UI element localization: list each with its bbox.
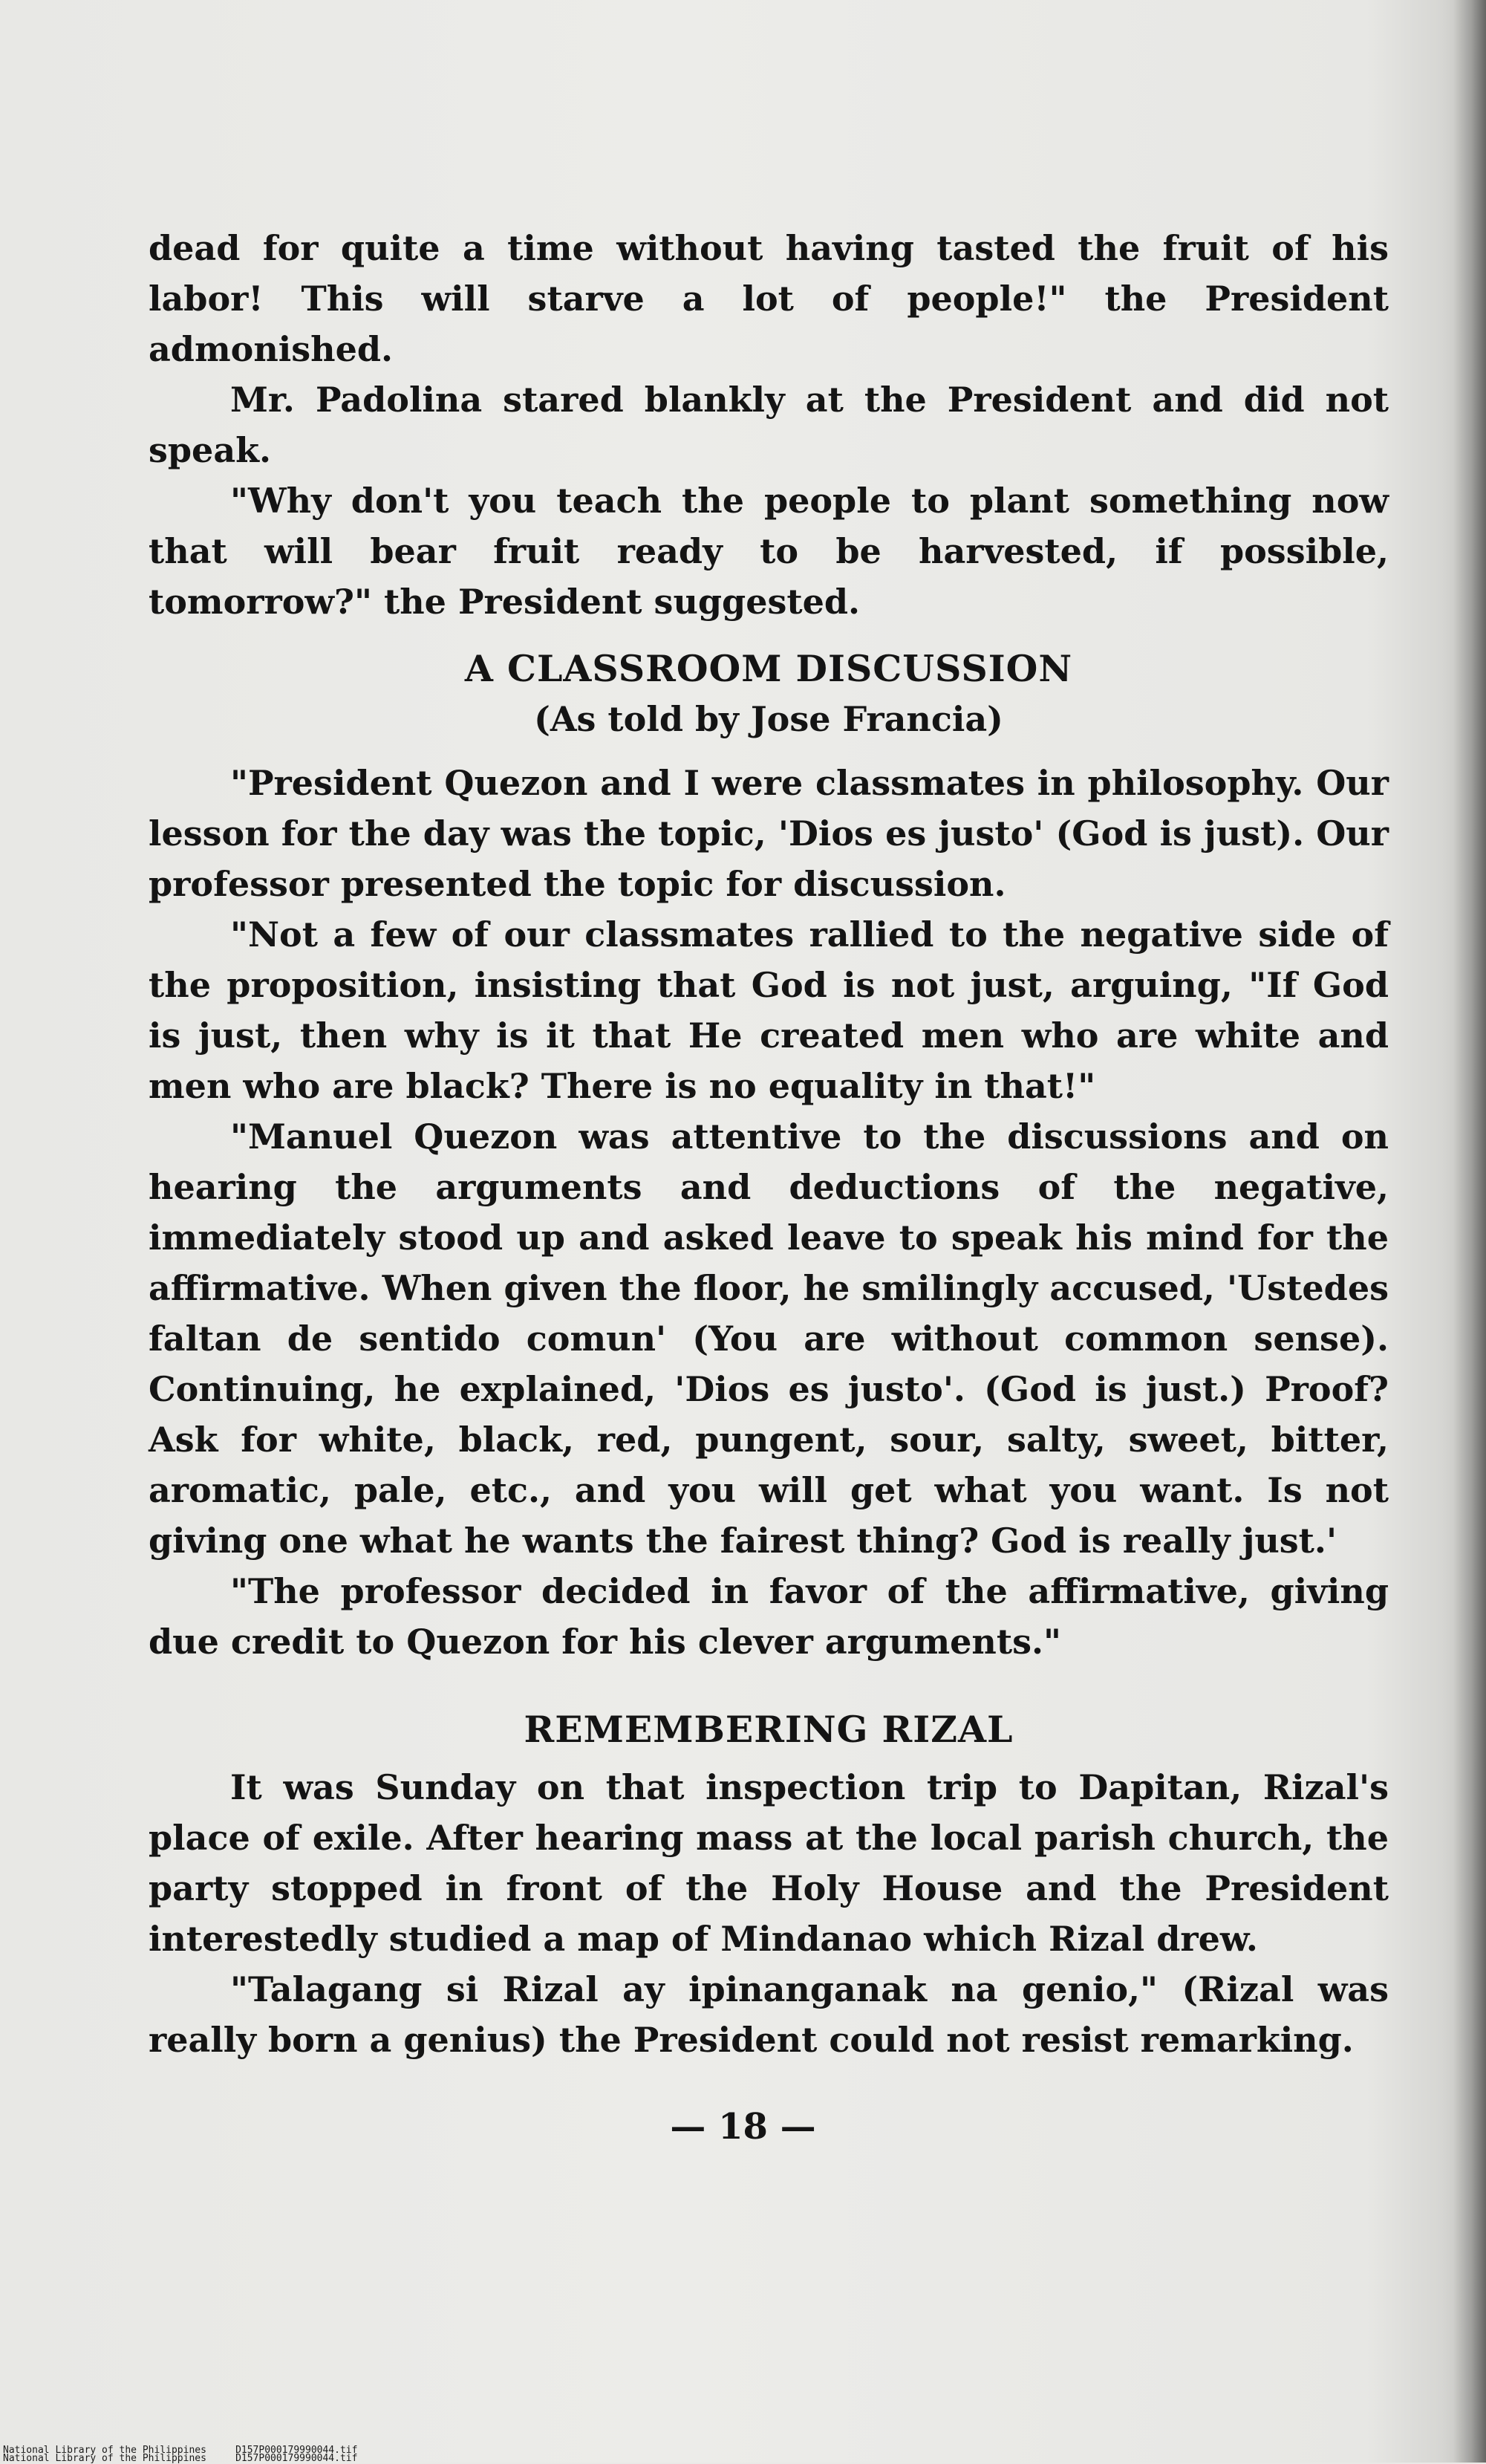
paragraph: "President Quezon and I were classmates in philosophy. Our lesson for the day was the topic, 'Dios es justo' (God is just). Our professor presented the topic for discussion. xyxy=(149,763,1389,904)
page-edge-shadow xyxy=(1453,0,1486,2463)
paragraph-continuation: dead for quite a time without having tasted the fruit of his labor! This will starve a lot of people!" the President admonished. xyxy=(149,228,1389,369)
paragraph: "Talagang si Rizal ay ipinanganak na genio," (Rizal was really born a genius) the President could not resist remarking. xyxy=(149,1969,1389,2060)
paragraph: "Manuel Quezon was attentive to the discussions and on hearing the arguments and deductions of the negative, immediately stood up and asked leave to speak his mind for the affirmative. When given the floor, he smilingly accused, 'Ustedes faltan de sentido comun' (You are without common sense). Continuing, he explained, 'Dios es justo'. (God is just.) Proof? Ask for white, black, red, pungent, sour, salty, sweet, bitter, aromatic, pale, etc., and you will get what you want. Is not giving one what he wants the fairest thing? God is really just.' xyxy=(149,1116,1389,1561)
library-stamp-line: National Library of the Philippines D157P000179990044.tif xyxy=(3,2445,358,2456)
paragraph: "The professor decided in favor of the affirmative, giving due credit to Quezon for his clever arguments." xyxy=(149,1571,1389,1662)
section-heading: A CLASSROOM DISCUSSION xyxy=(464,647,1073,690)
paragraph: It was Sunday on that inspection trip to Dapitan, Rizal's place of exile. After hearing mass at the local parish church, the party stopped in front of the Holy House and the President interestedly studied a map of Mindanao which Rizal drew. xyxy=(149,1767,1389,1959)
section-subheading: (As told by Jose Francia) xyxy=(534,699,1003,739)
paragraph: "Why don't you teach the people to plant something now that will bear fruit ready to be harvested, if possible, tomorrow?" the President suggested. xyxy=(149,481,1389,622)
page-number: — 18 — xyxy=(670,2106,816,2148)
paragraph: "Not a few of our classmates rallied to the negative side of the proposition, insisting that God is not just, arguing, "If God is just, then why is it that He created men who are white and men who are black? There is no equality in that!" xyxy=(149,914,1389,1106)
library-stamp-line: National Library of the Philippines D157P000179990044.tif xyxy=(3,2453,358,2464)
page-text xyxy=(149,223,1389,2065)
section-heading: REMEMBERING RIZAL xyxy=(524,1708,1014,1751)
paragraph: Mr. Padolina stared blankly at the President and did not speak. xyxy=(149,380,1389,470)
